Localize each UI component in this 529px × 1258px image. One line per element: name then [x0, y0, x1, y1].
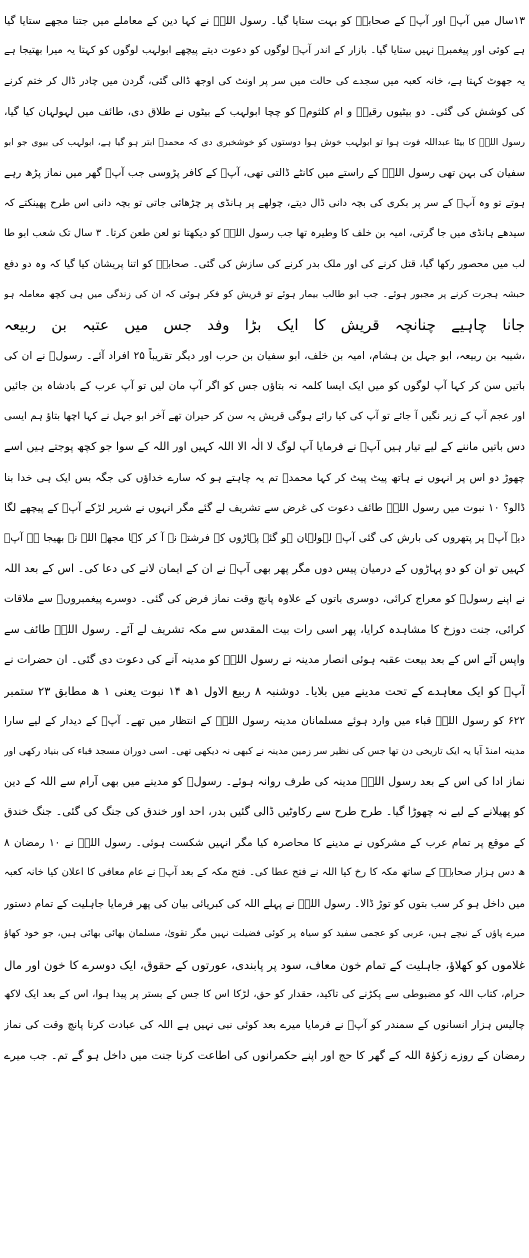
text-line: کہیں تو ان کو دو پہاڑوں کے درمیان پیس دوں مگر پھر بھی آپؐ نے ان کے ایمان لانے کی دعا کی۔ اس کے بعد اللہ: [4, 561, 525, 575]
text-line: کے موقع پر تمام عرب کے مشرکوں نے مدینے کا محاصرہ کیا مگر انہیں شکست ہوئی۔ رسول اللہؐ نے ۱۰ رمضان ۸: [4, 836, 525, 849]
text-line: اور عجم آپ کے زیر نگیں آ جائے تو آپ کی کیا رائے ہوگی قریش یہ سن کر حیران تھے آخر ابو جہل نے کہا اچھا بتاؤ ہم ایسی: [4, 410, 525, 422]
text-line: آپؐ کو ایک معاہدے کے تحت مدینے میں بلایا۔ دوشنبہ ۸ ربیع الاول ۱ھ ۱۴ نبوت یعنی ۱ ھ مطابق ۲۳ ستمبر: [4, 683, 525, 698]
text-line: ،شیبہ بن ربیعہ، ابو جہل بن ہشام، امیہ بن خلف، ابو سفیان بن حرب اور دیگر تقریباً ۲۵ افراد آئے۔ رسولؐ نے ان کی: [4, 349, 525, 362]
text-line: چھوڑ دو اس پر انہوں نے ہاتھ پیٹ پیٹ کر کہا محمدؐ تم یہ چاہتے ہو کہ سارے خداؤں کی جگہ بس ایک ہی خدا بنا: [4, 471, 525, 484]
text-line: حبشہ ہجرت کرنے پر مجبور ہوئے۔ جب ابو طالب بیمار ہوئے تو قریش کو فکر ہوئی کہ ان کی زندگی میں ہی کچھ معاملہ ہو: [4, 288, 525, 300]
text-line: نماز ادا کی اس کے بعد رسول اللہؐ مدینہ کی طرف روانہ ہوئے۔ رسولؐ کو مدینے میں بھی آرام سے اللہ کے دین: [4, 774, 525, 788]
text-line: ہوتے تو وہ آپؐ کے سر پر بکری کی بچہ دانی ڈال دیتے، چولھے پر ہانڈی پر چڑھائی جاتی تو بچہ دانی اس طرح پھینکتے کہ: [4, 197, 525, 209]
text-line: سفیان کی بہن تھی رسول اللہؐ کے راستے میں کانٹے ڈالتی تھی، آپؐ کے کافر پڑوسی جب آپؐ گھر میں نماز پڑھ رہے: [4, 167, 525, 180]
text-line: مدینہ امنڈ آیا یہ ایک تاریخی دن تھا جس کی نظیر سر زمین مدینہ نے کبھی نہ دیکھی تھی۔ اسی دوران مسجد قباء کی بنیاد رکھی اور: [4, 745, 525, 757]
text-line: نے اپنے رسولؐ کو معراج کرائی، دوسری باتوں کے علاوہ پانچ وقت نماز فرض کی گئی۔ دوسرے پیغمبروںؑ سے ملاقات: [4, 593, 525, 606]
text-line: لب میں محصور رکھا گیا، قتل کرنے کی اور ملک بدر کرنے کی سازش کی گئی۔ صحابہؓ کو اتنا پریشان کیا گیا کہ وہ دو دفع: [4, 258, 525, 270]
text-line: واپس آئے اس کے بعد بیعت عقبہ ہوئی انصار مدینہ نے رسول اللہؐ کو مدینہ آنے کی دعوت دی گئی۔ ان حضرات نے: [4, 653, 525, 667]
text-line: ڈالو؟ ۱۰ نبوت میں رسول اللہؐ طائف دعوت کی غرض سے تشریف لے گئے مگر انہوں نے شریر لڑکے آپؐ کے پیچھے لگا: [4, 502, 525, 514]
text-line: رمضان کے روزے زکوٰۃ اللہ کے گھر کا حج اور اپنے حکمرانوں کی اطاعت کرنا جنت میں داخل ہو گے تم۔ جب میرے: [4, 1048, 525, 1062]
text-line: دس باتیں ماننے کے لیے تیار ہیں آپؐ نے فرمایا آپ لوگ لا الٰہ الا اللہ کہیں اور اللہ کے سوا جو کچھ پوجتے ہیں اسے: [4, 440, 525, 454]
text-line: دیے آپؐ پر پتھروں کی بارش کی گئی آپؐ لہولہان ہو گئے پہاڑوں کے فرشتے نے آ کر کہا مجھے اللہ نے بھیجا ہے آپؐ: [4, 532, 525, 545]
text-line: غلاموں کو کھلاؤ، جاہلیت کے تمام خون معاف، سود پر پابندی، عورتوں کے حقوق، ایک دوسرے کا خون اور مال: [4, 957, 525, 972]
text-line: میرے پاؤں کے نیچے ہیں، عربی کو عجمی سفید کو سیاہ پر کوئی فضیلت نہیں مگر تقویٰ، مسلمان بھائی بھائی ہیں، جو خود کھاؤ: [4, 928, 525, 940]
text-line: رسول اللہؐ کا بیٹا عبداللہ فوت ہوا تو ابولہب خوش ہوا دوستوں کو خوشخبری دی کہ محمدؐ ابتر ہو گیا ہے، ابولہب کی بیوی جو ابو: [4, 137, 525, 148]
text-line: سیدھے ہانڈی میں جا گرتی، امیہ بن خلف کا وطیرہ تھا جب رسول اللہؐ کو دیکھتا تو لعن طعن کرتا۔ ۳ سال تک شعب ابو طا: [4, 228, 525, 240]
text-line: یہ جھوٹ کہتا ہے، خانہ کعبہ میں سجدے کی حالت میں سر پر اونٹ کی اوجھ ڈالی گئی، گردن میں چادر ڈال کر ختم کرنے: [4, 75, 525, 87]
text-line: حرام، کتاب اللہ کو مضبوطی سے پکڑنے کی تاکید، حقدار کو حق، لڑکا اس کا جس کے بستر پر پیدا ہوا، اس کے بعد ایک لاکھ: [4, 989, 525, 1000]
text-line: چالیس ہزار انسانوں کے سمندر کو آپؐ نے فرمایا میرے بعد کوئی نبی نہیں ہے اللہ کی عبادت کرنا پانچ وقت کی نماز: [4, 1019, 525, 1032]
text-line: ۱۳سال میں آپؐ اور آپؐ کے صحابہؓ کو بہت ستایا گیا۔ رسول اللہؐ نے کہا دین کے معاملے میں جتنا مجھے ستایا گیا: [4, 15, 525, 27]
text-line: باتیں سن کر کہا آپ لوگوں کو میں ایک ایسا کلمہ نہ بتاؤں جس کو اگر آپ مان لیں تو آپ عرب کے بادشاہ بن جائیں: [4, 380, 525, 393]
text-line: کی کوشش کی گئی۔ دو بیٹیوں رقیہؓ و ام کلثومؓ کو چچا ابولہب کے بیٹوں نے طلاق دی، طائف میں لہولہان کیا گیا،: [4, 106, 525, 119]
urdu-body-text: [4, 6, 525, 1071]
text-line: ہے کوئی اور پیغمبرؑ نہیں ستایا گیا۔ بازار کے اندر آپؐ لوگوں کو دعوت دیتے پیچھے ابولہب لوگوں کو کہتا یہ میرا بھتیجا ہے: [4, 45, 525, 57]
text-line: کو پھیلانے کے لیے نہ چھوڑا گیا۔ طرح طرح سے رکاوٹیں ڈالی گئیں بدر، احد اور خندق کی جنگ کی گئی۔ جنگ خندق: [4, 805, 525, 819]
text-line: ۶۲۲ کو رسول اللہؐ قباء میں وارد ہوئے مسلمانان مدینہ رسول اللہؐ کے انتظار میں تھے۔ آپؐ کے دیدار کے لیے سارا: [4, 715, 525, 728]
text-line: کرائی، جنت دوزخ کا مشاہدہ کرایا، پھر اسی رات بیت المقدس سے مکہ تشریف لے آئے۔ رسول اللہؐ طائف سے: [4, 622, 525, 636]
text-line: میں داخل ہو کر سب بتوں کو توڑ ڈالا۔ رسول اللہؐ نے پہلے اللہ کی کبریائی بیان کی پھر فرمایا جاہلیت کے تمام دستور: [4, 897, 525, 910]
text-line: ھ دس ہزار صحابہؓ کے ساتھ مکہ کا رخ کیا اللہ نے فتح عطا کی۔ فتح مکہ کے بعد آپؐ نے عام معافی کا اعلان کیا خانہ کعبہ: [4, 867, 525, 879]
text-line: جانا چاہیے چنانچہ قریش کا ایک بڑا وفد جس میں عتبہ بن ربیعہ: [4, 316, 525, 335]
